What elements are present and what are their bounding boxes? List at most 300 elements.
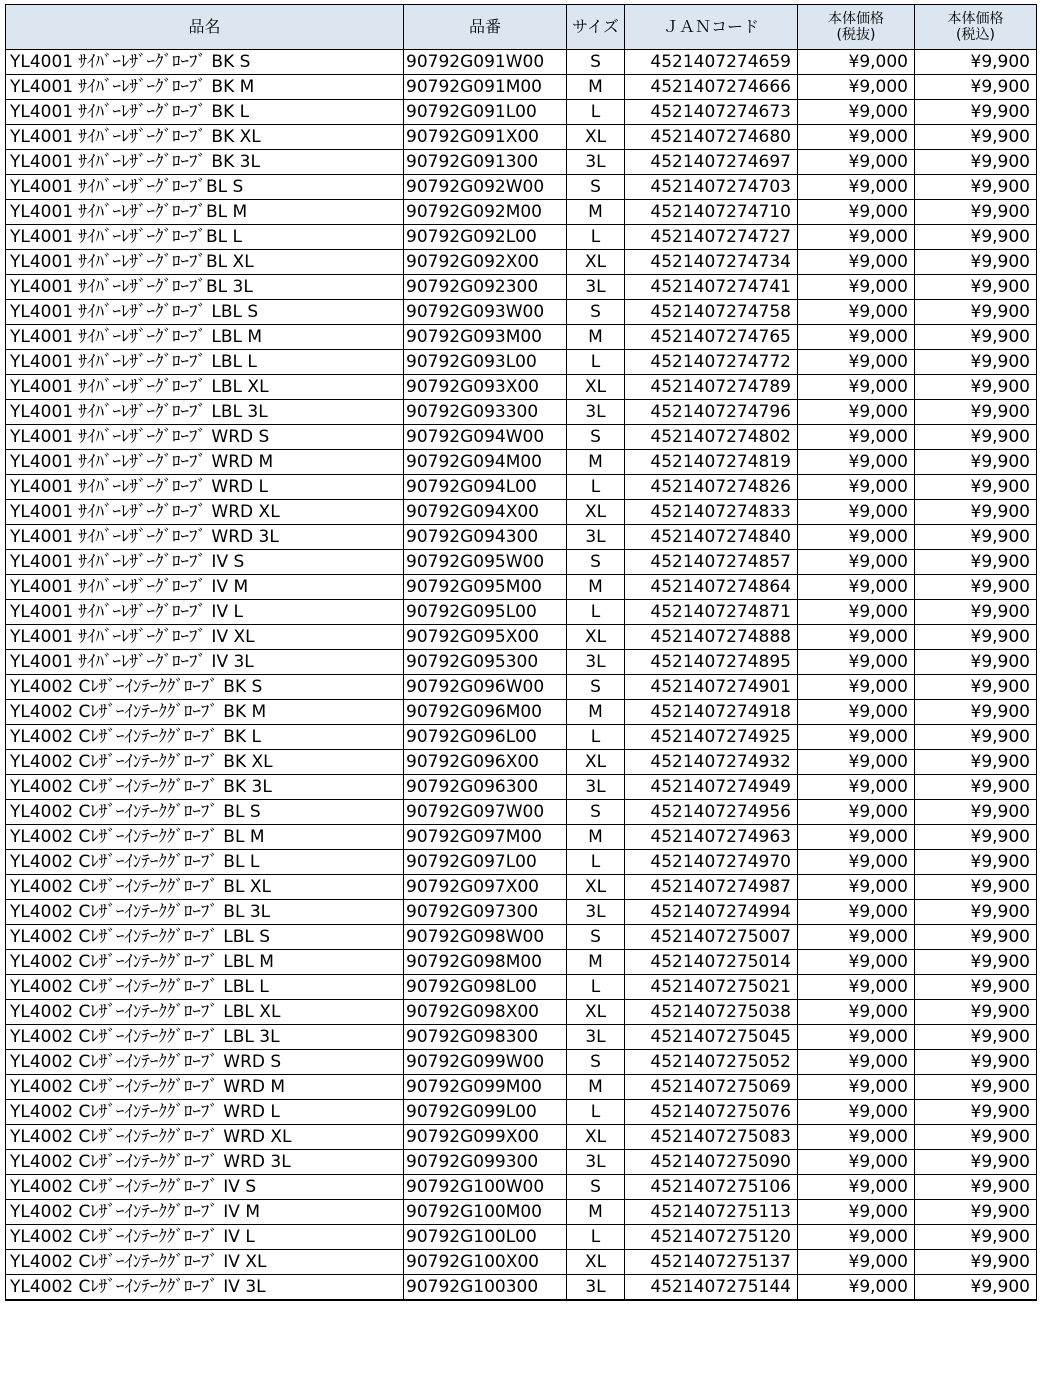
- cell-product-code: 90792G097M00: [404, 825, 567, 850]
- cell-product-name: YL4002 Cﾚｻﾞｰｲﾝﾃｰｸｸﾞﾛｰﾌﾞ BK S: [6, 675, 404, 700]
- table-row: [6, 675, 1037, 700]
- cell-size: S: [567, 925, 625, 950]
- cell-product-name: YL4001 ｻｲﾊﾞｰﾚｻﾞｰｸﾞﾛｰﾌﾞ LBL 3L: [6, 400, 404, 425]
- cell-jan-code: 4521407274833: [625, 500, 798, 525]
- table-row: [6, 875, 1037, 900]
- cell-size: S: [567, 50, 625, 75]
- cell-size: 3L: [567, 900, 625, 925]
- cell-price-including-tax: ¥9,900: [915, 1225, 1037, 1250]
- cell-size: S: [567, 300, 625, 325]
- table-row: [6, 775, 1037, 800]
- table-row: [6, 1250, 1037, 1275]
- cell-product-code: 90792G091X00: [404, 125, 567, 150]
- cell-size: L: [567, 225, 625, 250]
- cell-jan-code: 4521407274901: [625, 675, 798, 700]
- cell-product-code: 90792G094300: [404, 525, 567, 550]
- cell-price-including-tax: ¥9,900: [915, 625, 1037, 650]
- cell-product-code: 90792G091W00: [404, 50, 567, 75]
- cell-product-code: 90792G091L00: [404, 100, 567, 125]
- cell-price-including-tax: ¥9,900: [915, 1100, 1037, 1125]
- cell-price-including-tax: ¥9,900: [915, 300, 1037, 325]
- cell-price-excluding-tax: ¥9,000: [798, 650, 915, 675]
- cell-product-code: 90792G098W00: [404, 925, 567, 950]
- cell-jan-code: 4521407274857: [625, 550, 798, 575]
- cell-price-including-tax: ¥9,900: [915, 425, 1037, 450]
- cell-product-name: YL4001 ｻｲﾊﾞｰﾚｻﾞｰｸﾞﾛｰﾌﾞBL S: [6, 175, 404, 200]
- cell-price-including-tax: ¥9,900: [915, 175, 1037, 200]
- cell-product-name: YL4002 Cﾚｻﾞｰｲﾝﾃｰｸｸﾞﾛｰﾌﾞ IV M: [6, 1200, 404, 1225]
- cell-price-excluding-tax: ¥9,000: [798, 1275, 915, 1301]
- table-row: [6, 525, 1037, 550]
- table-row: [6, 325, 1037, 350]
- cell-price-including-tax: ¥9,900: [915, 900, 1037, 925]
- cell-product-code: 90792G098L00: [404, 975, 567, 1000]
- cell-product-name: YL4001 ｻｲﾊﾞｰﾚｻﾞｰｸﾞﾛｰﾌﾞ IV XL: [6, 625, 404, 650]
- header-row: [6, 5, 1037, 50]
- cell-size: XL: [567, 250, 625, 275]
- table-row: [6, 375, 1037, 400]
- cell-price-including-tax: ¥9,900: [915, 475, 1037, 500]
- table-row: [6, 925, 1037, 950]
- table-row: [6, 650, 1037, 675]
- cell-product-name: YL4001 ｻｲﾊﾞｰﾚｻﾞｰｸﾞﾛｰﾌﾞ IV 3L: [6, 650, 404, 675]
- cell-price-excluding-tax: ¥9,000: [798, 300, 915, 325]
- table-row: [6, 100, 1037, 125]
- cell-price-including-tax: ¥9,900: [915, 775, 1037, 800]
- cell-product-name: YL4001 ｻｲﾊﾞｰﾚｻﾞｰｸﾞﾛｰﾌﾞ WRD L: [6, 475, 404, 500]
- cell-jan-code: 4521407274826: [625, 475, 798, 500]
- cell-size: M: [567, 825, 625, 850]
- header-size: サイズ: [567, 5, 625, 50]
- cell-size: S: [567, 425, 625, 450]
- cell-price-including-tax: ¥9,900: [915, 1025, 1037, 1050]
- cell-product-name: YL4002 Cﾚｻﾞｰｲﾝﾃｰｸｸﾞﾛｰﾌﾞ BL M: [6, 825, 404, 850]
- cell-product-code: 90792G099X00: [404, 1125, 567, 1150]
- cell-price-excluding-tax: ¥9,000: [798, 475, 915, 500]
- cell-product-code: 90792G094W00: [404, 425, 567, 450]
- cell-product-code: 90792G092M00: [404, 200, 567, 225]
- cell-size: L: [567, 350, 625, 375]
- cell-price-including-tax: ¥9,900: [915, 1250, 1037, 1275]
- cell-size: 3L: [567, 1275, 625, 1301]
- cell-price-excluding-tax: ¥9,000: [798, 1050, 915, 1075]
- cell-price-excluding-tax: ¥9,000: [798, 350, 915, 375]
- table-row: [6, 1025, 1037, 1050]
- cell-price-including-tax: ¥9,900: [915, 1175, 1037, 1200]
- cell-product-code: 90792G092L00: [404, 225, 567, 250]
- cell-price-including-tax: ¥9,900: [915, 375, 1037, 400]
- cell-product-code: 90792G092W00: [404, 175, 567, 200]
- cell-size: M: [567, 575, 625, 600]
- cell-product-code: 90792G099W00: [404, 1050, 567, 1075]
- cell-price-excluding-tax: ¥9,000: [798, 1175, 915, 1200]
- cell-product-code: 90792G093M00: [404, 325, 567, 350]
- cell-product-name: YL4001 ｻｲﾊﾞｰﾚｻﾞｰｸﾞﾛｰﾌﾞ BK XL: [6, 125, 404, 150]
- table-row: [6, 700, 1037, 725]
- cell-jan-code: 4521407274710: [625, 200, 798, 225]
- header-price-excluding-tax-line2: (税抜): [836, 27, 876, 43]
- cell-product-code: 90792G095M00: [404, 575, 567, 600]
- cell-product-name: YL4002 Cﾚｻﾞｰｲﾝﾃｰｸｸﾞﾛｰﾌﾞ BK M: [6, 700, 404, 725]
- cell-price-excluding-tax: ¥9,000: [798, 800, 915, 825]
- table-row: [6, 450, 1037, 475]
- cell-jan-code: 4521407274796: [625, 400, 798, 425]
- cell-product-code: 90792G091M00: [404, 75, 567, 100]
- cell-price-including-tax: ¥9,900: [915, 600, 1037, 625]
- table-body: [6, 50, 1037, 1301]
- cell-jan-code: 4521407274840: [625, 525, 798, 550]
- cell-size: L: [567, 600, 625, 625]
- cell-price-including-tax: ¥9,900: [915, 925, 1037, 950]
- cell-product-name: YL4001 ｻｲﾊﾞｰﾚｻﾞｰｸﾞﾛｰﾌﾞBL L: [6, 225, 404, 250]
- cell-price-excluding-tax: ¥9,000: [798, 1200, 915, 1225]
- cell-product-code: 90792G096M00: [404, 700, 567, 725]
- cell-jan-code: 4521407275021: [625, 975, 798, 1000]
- cell-product-name: YL4002 Cﾚｻﾞｰｲﾝﾃｰｸｸﾞﾛｰﾌﾞ BK XL: [6, 750, 404, 775]
- table-row: [6, 1000, 1037, 1025]
- table-row: [6, 575, 1037, 600]
- cell-product-name: YL4002 Cﾚｻﾞｰｲﾝﾃｰｸｸﾞﾛｰﾌﾞ LBL XL: [6, 1000, 404, 1025]
- cell-product-code: 90792G093300: [404, 400, 567, 425]
- cell-product-name: YL4001 ｻｲﾊﾞｰﾚｻﾞｰｸﾞﾛｰﾌﾞ WRD M: [6, 450, 404, 475]
- cell-jan-code: 4521407275069: [625, 1075, 798, 1100]
- cell-jan-code: 4521407274949: [625, 775, 798, 800]
- cell-jan-code: 4521407275113: [625, 1200, 798, 1225]
- cell-price-including-tax: ¥9,900: [915, 200, 1037, 225]
- cell-size: 3L: [567, 1150, 625, 1175]
- cell-size: L: [567, 1225, 625, 1250]
- cell-jan-code: 4521407274932: [625, 750, 798, 775]
- cell-price-excluding-tax: ¥9,000: [798, 1150, 915, 1175]
- cell-product-code: 90792G100L00: [404, 1225, 567, 1250]
- cell-product-code: 90792G099300: [404, 1150, 567, 1175]
- cell-price-excluding-tax: ¥9,000: [798, 1075, 915, 1100]
- cell-product-code: 90792G100300: [404, 1275, 567, 1301]
- cell-product-code: 90792G099M00: [404, 1075, 567, 1100]
- cell-price-including-tax: ¥9,900: [915, 250, 1037, 275]
- table-row: [6, 800, 1037, 825]
- cell-size: XL: [567, 875, 625, 900]
- cell-jan-code: 4521407274772: [625, 350, 798, 375]
- cell-price-excluding-tax: ¥9,000: [798, 775, 915, 800]
- cell-product-name: YL4002 Cﾚｻﾞｰｲﾝﾃｰｸｸﾞﾛｰﾌﾞ BL S: [6, 800, 404, 825]
- cell-size: 3L: [567, 775, 625, 800]
- cell-product-code: 90792G097W00: [404, 800, 567, 825]
- cell-price-excluding-tax: ¥9,000: [798, 600, 915, 625]
- cell-size: M: [567, 325, 625, 350]
- table-row: [6, 125, 1037, 150]
- cell-jan-code: 4521407274963: [625, 825, 798, 850]
- cell-product-name: YL4001 ｻｲﾊﾞｰﾚｻﾞｰｸﾞﾛｰﾌﾞBL M: [6, 200, 404, 225]
- cell-product-name: YL4001 ｻｲﾊﾞｰﾚｻﾞｰｸﾞﾛｰﾌﾞ BK L: [6, 100, 404, 125]
- cell-price-including-tax: ¥9,900: [915, 1150, 1037, 1175]
- cell-jan-code: 4521407275052: [625, 1050, 798, 1075]
- cell-price-excluding-tax: ¥9,000: [798, 1100, 915, 1125]
- cell-product-name: YL4002 Cﾚｻﾞｰｲﾝﾃｰｸｸﾞﾛｰﾌﾞ IV 3L: [6, 1275, 404, 1301]
- cell-size: S: [567, 1050, 625, 1075]
- table-row: [6, 625, 1037, 650]
- cell-price-including-tax: ¥9,900: [915, 750, 1037, 775]
- cell-jan-code: 4521407275076: [625, 1100, 798, 1125]
- cell-price-including-tax: ¥9,900: [915, 1000, 1037, 1025]
- cell-price-including-tax: ¥9,900: [915, 950, 1037, 975]
- cell-jan-code: 4521407274703: [625, 175, 798, 200]
- cell-jan-code: 4521407274741: [625, 275, 798, 300]
- cell-price-including-tax: ¥9,900: [915, 150, 1037, 175]
- cell-price-including-tax: ¥9,900: [915, 1275, 1037, 1301]
- cell-product-name: YL4001 ｻｲﾊﾞｰﾚｻﾞｰｸﾞﾛｰﾌﾞBL XL: [6, 250, 404, 275]
- cell-size: M: [567, 450, 625, 475]
- cell-size: 3L: [567, 150, 625, 175]
- cell-price-excluding-tax: ¥9,000: [798, 1025, 915, 1050]
- cell-jan-code: 4521407274970: [625, 850, 798, 875]
- table-row: [6, 500, 1037, 525]
- cell-price-including-tax: ¥9,900: [915, 400, 1037, 425]
- cell-price-excluding-tax: ¥9,000: [798, 500, 915, 525]
- cell-price-excluding-tax: ¥9,000: [798, 625, 915, 650]
- cell-size: XL: [567, 500, 625, 525]
- table-row: [6, 975, 1037, 1000]
- cell-product-name: YL4002 Cﾚｻﾞｰｲﾝﾃｰｸｸﾞﾛｰﾌﾞ IV XL: [6, 1250, 404, 1275]
- cell-price-excluding-tax: ¥9,000: [798, 1225, 915, 1250]
- cell-jan-code: 4521407275083: [625, 1125, 798, 1150]
- table-row: [6, 1150, 1037, 1175]
- table-header: [6, 5, 1037, 50]
- cell-price-including-tax: ¥9,900: [915, 1050, 1037, 1075]
- cell-size: XL: [567, 125, 625, 150]
- cell-product-name: YL4001 ｻｲﾊﾞｰﾚｻﾞｰｸﾞﾛｰﾌﾞ LBL XL: [6, 375, 404, 400]
- cell-product-name: YL4002 Cﾚｻﾞｰｲﾝﾃｰｸｸﾞﾛｰﾌﾞ BL L: [6, 850, 404, 875]
- cell-price-including-tax: ¥9,900: [915, 850, 1037, 875]
- cell-size: S: [567, 175, 625, 200]
- cell-jan-code: 4521407274659: [625, 50, 798, 75]
- cell-price-excluding-tax: ¥9,000: [798, 700, 915, 725]
- cell-price-including-tax: ¥9,900: [915, 450, 1037, 475]
- cell-size: M: [567, 200, 625, 225]
- cell-product-name: YL4002 Cﾚｻﾞｰｲﾝﾃｰｸｸﾞﾛｰﾌﾞ IV L: [6, 1225, 404, 1250]
- cell-price-excluding-tax: ¥9,000: [798, 150, 915, 175]
- cell-product-code: 90792G098M00: [404, 950, 567, 975]
- cell-price-excluding-tax: ¥9,000: [798, 175, 915, 200]
- cell-product-name: YL4001 ｻｲﾊﾞｰﾚｻﾞｰｸﾞﾛｰﾌﾞ LBL M: [6, 325, 404, 350]
- table-row: [6, 600, 1037, 625]
- cell-product-name: YL4002 Cﾚｻﾞｰｲﾝﾃｰｸｸﾞﾛｰﾌﾞ WRD L: [6, 1100, 404, 1125]
- cell-price-excluding-tax: ¥9,000: [798, 575, 915, 600]
- cell-size: XL: [567, 375, 625, 400]
- cell-price-excluding-tax: ¥9,000: [798, 225, 915, 250]
- cell-product-name: YL4002 Cﾚｻﾞｰｲﾝﾃｰｸｸﾞﾛｰﾌﾞ IV S: [6, 1175, 404, 1200]
- cell-jan-code: 4521407275090: [625, 1150, 798, 1175]
- cell-jan-code: 4521407274864: [625, 575, 798, 600]
- cell-jan-code: 4521407275038: [625, 1000, 798, 1025]
- cell-price-excluding-tax: ¥9,000: [798, 750, 915, 775]
- table-row: [6, 825, 1037, 850]
- cell-size: M: [567, 75, 625, 100]
- cell-size: S: [567, 550, 625, 575]
- cell-product-code: 90792G098X00: [404, 1000, 567, 1025]
- table-row: [6, 1275, 1037, 1301]
- cell-size: L: [567, 725, 625, 750]
- cell-product-code: 90792G094M00: [404, 450, 567, 475]
- cell-price-including-tax: ¥9,900: [915, 975, 1037, 1000]
- cell-price-including-tax: ¥9,900: [915, 325, 1037, 350]
- cell-size: XL: [567, 1000, 625, 1025]
- cell-size: L: [567, 1100, 625, 1125]
- table-row: [6, 1125, 1037, 1150]
- cell-size: M: [567, 950, 625, 975]
- cell-jan-code: 4521407275106: [625, 1175, 798, 1200]
- cell-size: M: [567, 1200, 625, 1225]
- table-row: [6, 300, 1037, 325]
- table-row: [6, 175, 1037, 200]
- header-price-including-tax-line1: 本体価格: [947, 10, 1004, 27]
- cell-price-including-tax: ¥9,900: [915, 1075, 1037, 1100]
- cell-price-excluding-tax: ¥9,000: [798, 675, 915, 700]
- cell-jan-code: 4521407275120: [625, 1225, 798, 1250]
- table-row: [6, 725, 1037, 750]
- cell-product-code: 90792G098300: [404, 1025, 567, 1050]
- header-jan-code: ＪＡＮコード: [625, 5, 798, 50]
- cell-price-including-tax: ¥9,900: [915, 525, 1037, 550]
- cell-product-name: YL4002 Cﾚｻﾞｰｲﾝﾃｰｸｸﾞﾛｰﾌﾞ BL 3L: [6, 900, 404, 925]
- cell-size: XL: [567, 1125, 625, 1150]
- cell-size: M: [567, 700, 625, 725]
- cell-product-name: YL4002 Cﾚｻﾞｰｲﾝﾃｰｸｸﾞﾛｰﾌﾞ LBL M: [6, 950, 404, 975]
- cell-price-including-tax: ¥9,900: [915, 575, 1037, 600]
- cell-product-code: 90792G095300: [404, 650, 567, 675]
- cell-jan-code: 4521407275045: [625, 1025, 798, 1050]
- cell-product-code: 90792G092X00: [404, 250, 567, 275]
- cell-jan-code: 4521407274802: [625, 425, 798, 450]
- cell-jan-code: 4521407275144: [625, 1275, 798, 1301]
- cell-product-code: 90792G100M00: [404, 1200, 567, 1225]
- cell-jan-code: 4521407275014: [625, 950, 798, 975]
- cell-jan-code: 4521407275007: [625, 925, 798, 950]
- cell-product-name: YL4001 ｻｲﾊﾞｰﾚｻﾞｰｸﾞﾛｰﾌﾞ BK M: [6, 75, 404, 100]
- cell-product-code: 90792G093X00: [404, 375, 567, 400]
- cell-product-name: YL4001 ｻｲﾊﾞｰﾚｻﾞｰｸﾞﾛｰﾌﾞ WRD S: [6, 425, 404, 450]
- cell-jan-code: 4521407274888: [625, 625, 798, 650]
- table-row: [6, 400, 1037, 425]
- header-product-code: 品番: [404, 5, 567, 50]
- table-row: [6, 475, 1037, 500]
- table-row: [6, 1225, 1037, 1250]
- cell-product-code: 90792G093W00: [404, 300, 567, 325]
- cell-jan-code: 4521407274680: [625, 125, 798, 150]
- cell-size: 3L: [567, 400, 625, 425]
- cell-price-excluding-tax: ¥9,000: [798, 975, 915, 1000]
- cell-size: L: [567, 850, 625, 875]
- cell-jan-code: 4521407274918: [625, 700, 798, 725]
- cell-product-name: YL4002 Cﾚｻﾞｰｲﾝﾃｰｸｸﾞﾛｰﾌﾞ BK 3L: [6, 775, 404, 800]
- cell-product-code: 90792G096L00: [404, 725, 567, 750]
- cell-product-name: YL4001 ｻｲﾊﾞｰﾚｻﾞｰｸﾞﾛｰﾌﾞ IV M: [6, 575, 404, 600]
- cell-jan-code: 4521407274987: [625, 875, 798, 900]
- cell-price-excluding-tax: ¥9,000: [798, 75, 915, 100]
- cell-product-name: YL4001 ｻｲﾊﾞｰﾚｻﾞｰｸﾞﾛｰﾌﾞ BK S: [6, 50, 404, 75]
- cell-product-code: 90792G094L00: [404, 475, 567, 500]
- cell-product-code: 90792G096W00: [404, 675, 567, 700]
- cell-jan-code: 4521407274673: [625, 100, 798, 125]
- cell-price-excluding-tax: ¥9,000: [798, 50, 915, 75]
- cell-price-excluding-tax: ¥9,000: [798, 1000, 915, 1025]
- header-price-including-tax: [915, 5, 1037, 50]
- cell-price-excluding-tax: ¥9,000: [798, 1125, 915, 1150]
- cell-product-code: 90792G100X00: [404, 1250, 567, 1275]
- cell-price-excluding-tax: ¥9,000: [798, 200, 915, 225]
- cell-size: 3L: [567, 275, 625, 300]
- header-price-including-tax-line2: (税込): [956, 27, 995, 43]
- cell-price-including-tax: ¥9,900: [915, 800, 1037, 825]
- cell-jan-code: 4521407274697: [625, 150, 798, 175]
- cell-price-excluding-tax: ¥9,000: [798, 825, 915, 850]
- cell-price-excluding-tax: ¥9,000: [798, 1250, 915, 1275]
- cell-size: 3L: [567, 1025, 625, 1050]
- cell-price-excluding-tax: ¥9,000: [798, 275, 915, 300]
- cell-size: M: [567, 1075, 625, 1100]
- cell-jan-code: 4521407274871: [625, 600, 798, 625]
- cell-price-including-tax: ¥9,900: [915, 1125, 1037, 1150]
- cell-price-including-tax: ¥9,900: [915, 75, 1037, 100]
- cell-size: L: [567, 475, 625, 500]
- cell-product-name: YL4002 Cﾚｻﾞｰｲﾝﾃｰｸｸﾞﾛｰﾌﾞ WRD XL: [6, 1125, 404, 1150]
- cell-price-including-tax: ¥9,900: [915, 500, 1037, 525]
- cell-price-including-tax: ¥9,900: [915, 275, 1037, 300]
- header-price-excluding-tax-line1: 本体価格: [828, 10, 884, 27]
- cell-jan-code: 4521407274994: [625, 900, 798, 925]
- cell-price-including-tax: ¥9,900: [915, 825, 1037, 850]
- cell-product-name: YL4001 ｻｲﾊﾞｰﾚｻﾞｰｸﾞﾛｰﾌﾞ BK 3L: [6, 150, 404, 175]
- cell-price-including-tax: ¥9,900: [915, 1200, 1037, 1225]
- table-row: [6, 150, 1037, 175]
- cell-product-name: YL4001 ｻｲﾊﾞｰﾚｻﾞｰｸﾞﾛｰﾌﾞ LBL S: [6, 300, 404, 325]
- cell-price-excluding-tax: ¥9,000: [798, 925, 915, 950]
- cell-product-name: YL4001 ｻｲﾊﾞｰﾚｻﾞｰｸﾞﾛｰﾌﾞ IV L: [6, 600, 404, 625]
- cell-price-excluding-tax: ¥9,000: [798, 875, 915, 900]
- cell-price-excluding-tax: ¥9,000: [798, 125, 915, 150]
- cell-price-excluding-tax: ¥9,000: [798, 400, 915, 425]
- cell-product-code: 90792G094X00: [404, 500, 567, 525]
- cell-price-excluding-tax: ¥9,000: [798, 250, 915, 275]
- cell-product-code: 90792G095X00: [404, 625, 567, 650]
- cell-product-name: YL4002 Cﾚｻﾞｰｲﾝﾃｰｸｸﾞﾛｰﾌﾞ LBL 3L: [6, 1025, 404, 1050]
- table-row: [6, 425, 1037, 450]
- cell-price-including-tax: ¥9,900: [915, 650, 1037, 675]
- cell-price-excluding-tax: ¥9,000: [798, 325, 915, 350]
- table-row: [6, 1200, 1037, 1225]
- table-row: [6, 50, 1037, 75]
- table-row: [6, 1100, 1037, 1125]
- cell-size: S: [567, 675, 625, 700]
- cell-product-code: 90792G095W00: [404, 550, 567, 575]
- cell-product-name: YL4001 ｻｲﾊﾞｰﾚｻﾞｰｸﾞﾛｰﾌﾞ IV S: [6, 550, 404, 575]
- cell-product-name: YL4002 Cﾚｻﾞｰｲﾝﾃｰｸｸﾞﾛｰﾌﾞ LBL L: [6, 975, 404, 1000]
- table-row: [6, 250, 1037, 275]
- cell-price-including-tax: ¥9,900: [915, 725, 1037, 750]
- cell-product-code: 90792G095L00: [404, 600, 567, 625]
- table-row: [6, 225, 1037, 250]
- cell-product-code: 90792G100W00: [404, 1175, 567, 1200]
- cell-jan-code: 4521407274666: [625, 75, 798, 100]
- cell-product-name: YL4002 Cﾚｻﾞｰｲﾝﾃｰｸｸﾞﾛｰﾌﾞ LBL S: [6, 925, 404, 950]
- cell-size: XL: [567, 1250, 625, 1275]
- cell-size: L: [567, 100, 625, 125]
- cell-size: S: [567, 800, 625, 825]
- table-row: [6, 1050, 1037, 1075]
- cell-product-code: 90792G096X00: [404, 750, 567, 775]
- cell-price-excluding-tax: ¥9,000: [798, 900, 915, 925]
- cell-size: 3L: [567, 650, 625, 675]
